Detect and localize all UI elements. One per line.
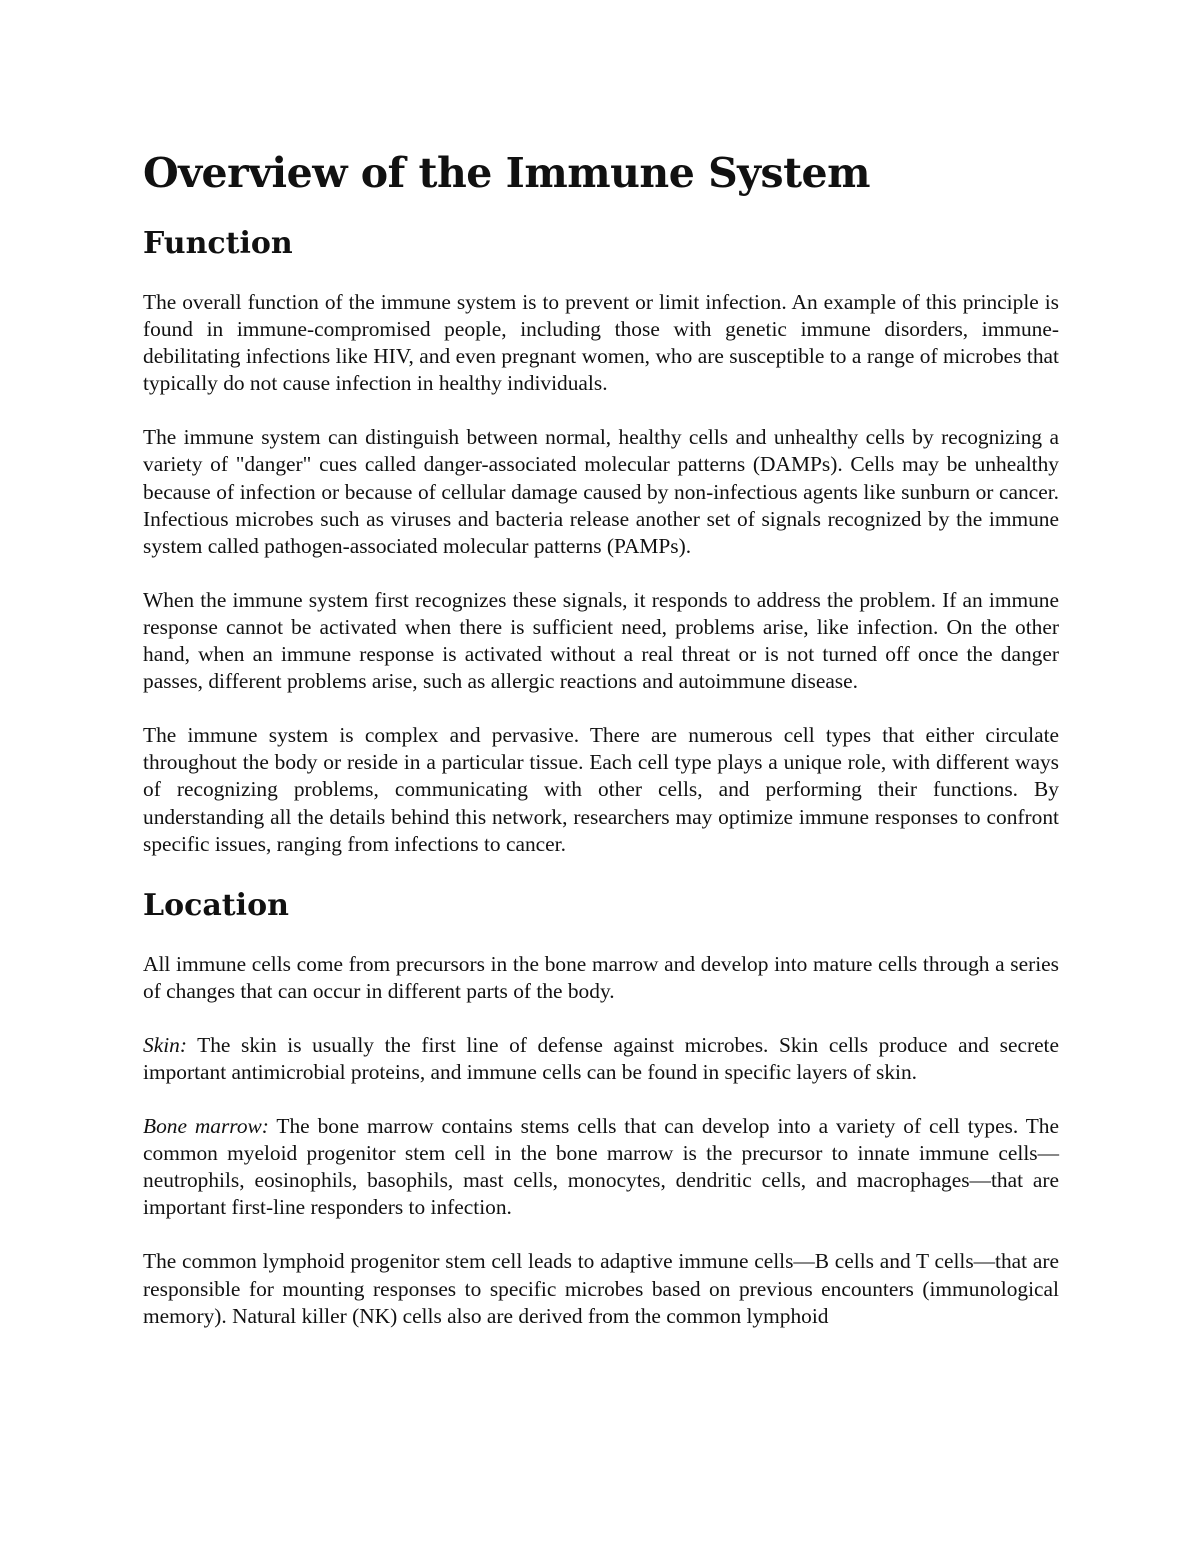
page-title: Overview of the Immune System	[143, 149, 870, 197]
section-heading-function: Function	[143, 226, 293, 261]
bone-marrow-text: The bone marrow contains stems cells that can develop into a variety of cell types. The common myeloid progenitor stem cell in the bone marrow is the precursor to innate immune cells—neutrophils, eosinophils, basophils, mast cells, monocytes, dendritic cells, and macrophages—that are important first-line responders to infection.	[143, 1114, 1059, 1220]
document-page	[143, 148, 1059, 1357]
bone-marrow-label: Bone marrow:	[143, 1114, 269, 1139]
lymphoid-paragraph: The common lymphoid progenitor stem cell leads to adaptive immune cells—B cells and T cells—that are responsible for mounting responses to specific microbes based on previous encounters (immunological memory). Natural killer (NK) cells also are derived from the common lymphoid	[143, 1249, 1059, 1328]
location-intro-paragraph: All immune cells come from precursors in the bone marrow and develop into mature cells through a series of changes that can occur in different parts of the body.	[143, 951, 1059, 1003]
bone-marrow-paragraph	[143, 1113, 1059, 1221]
function-paragraph-2: The immune system can distinguish between normal, healthy cells and unhealthy cells by recognizing a variety of "danger" cues called danger-associated molecular patterns (DAMPs). Cells may be unhealthy because of infection or because of cellular damage caused by non-infectious agents like sunburn or cancer. Infectious microbes such as viruses and bacteria release another set of signals recognized by the immune system called pathogen-associated molecular patterns (PAMPs).	[143, 425, 1059, 558]
section-heading-location: Location	[143, 887, 289, 923]
function-paragraph-1: The overall function of the immune system is to prevent or limit infection. An example of this principle is found in immune-compromised people, including those with genetic immune disorders, immune-debilitating infections like HIV, and even pregnant women, who are susceptible to a range of microbes that typically do not cause infection in healthy individuals.	[143, 290, 1059, 396]
function-paragraph-4: The immune system is complex and pervasive. There are numerous cell types that either circulate throughout the body or reside in a particular tissue. Each cell type plays a unique role, with different ways of recognizing problems, communicating with other cells, and performing their functions. By understanding all the details behind this network, researchers may optimize immune responses to confront specific issues, ranging from infections to cancer.	[143, 723, 1059, 856]
skin-paragraph	[143, 1032, 1059, 1086]
skin-label: Skin:	[143, 1032, 187, 1057]
function-paragraph-3: When the immune system first recognizes these signals, it responds to address the problem. If an immune response cannot be activated when there is sufficient need, problems arise, like infection. On the other hand, when an immune response is activated without a real threat or is not turned off once the danger passes, different problems arise, such as allergic reactions and autoimmune disease.	[143, 587, 1059, 694]
skin-text: The skin is usually the first line of defense against microbes. Skin cells produce and secrete important antimicrobial proteins, and immune cells can be found in specific layers of skin.	[143, 1032, 1059, 1084]
